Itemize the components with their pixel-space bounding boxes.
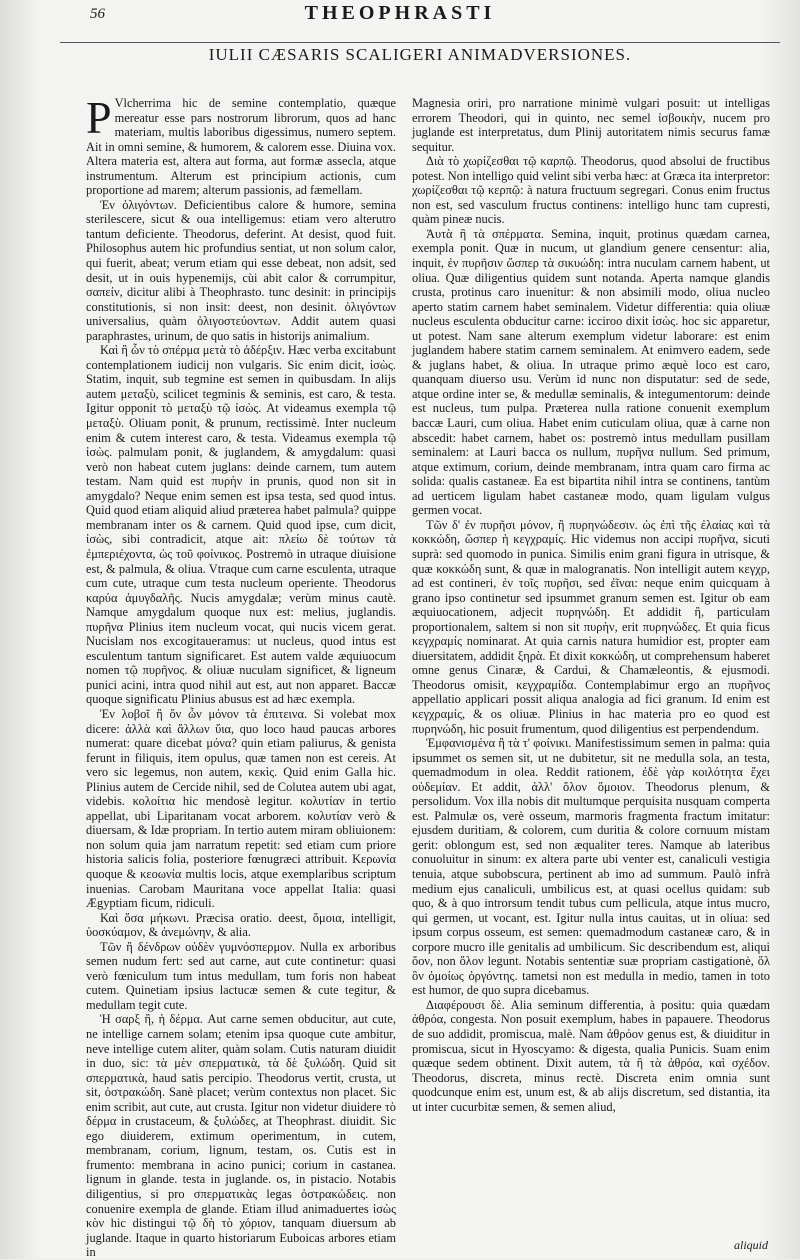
- section-subtitle: IULII CÆSARIS SCALIGERI ANIMADVERSIONES.: [60, 42, 780, 65]
- running-title: THEOPHRASTI: [304, 2, 496, 24]
- paragraph: Τῶν δ' ἐν πυρῆσι μόνον, ἢ πυρηνώδεσιν. ὡς ἐπὶ τῆς ἐλαίας καὶ τὰ κοκκώδη, ὥσπερ ἡ κεγχραμίς. Hic videmus non accipi πυρῆνα, sicuti suprà: sed quomodo in punica. Similis enim grani figura in utrisque, & quæ κοκκώδη sunt, & quæ in malogranatis. Non intelligit autem κεγχρ, ad est contineri, ἐν τοῖς πυρῆσι, sed ἐῖναι: neque enim quicquam à grano ipso continetur sed ipsummet granum semen est. Igitur ob eam æquiuocationem, adjecit πυρηνώδη. Et addidit ἢ, particulam proportionalem, saltem si non sit πυρὴν, erit πυρηνώδες. Et quia ficus κεγχραμίς nominarat. At quia carnis natura humidior est, propter eam diuersitatem, addidit ξηρὰ. Et dixit κοκκώδη, ut comprehensum haberet omne genus Cinaræ, & Cardui, & Chamæleontis, & ejusmodi. Theodorus omisit, κεγχραμίδα. Contemplabimur ergo an πυρῆνος appellatio applicari possit aliqua analogia ad fici granum. Id enim est κεγχραμίς, & os oliuæ. Plinius in hac materia pro eo quod est πυρηνώδη, hic posuit frumentum, quod diligentius est perpendendum.: [412, 517, 770, 736]
- paragraph: [86, 92, 396, 198]
- paragraph: Ἡ σαρξ ἢ, ἡ δέρμα. Aut carne semen obducitur, aut cute, ne intellige carnem solam; etenim ipsa quoque cute ambitur, neve intellige cutem aliter, quàm solam. Cutis naturam diuidit in duo, sic: τὰ μὲν σπερματικὰ, τὰ δὲ ξυλώδη. Quid sit σπερματικὰ, haud satis percipio. Theodorus vertit, crusta, ut sit, ὀστρακώδη. Sanè placet; verùm contextus non placet. Sic enim scribit, aut cute, aut crusta. Igitur non videtur diuidere τὸ δέρμα in crustaceum, & ξυλώδες, at Theophrast. diuidit. Sic ego diuiderem, extimum operimentum, in cutem, membranam, corium, lignum, testam, os. Cutis est in frumento: membrana in acino punici; corium in castanea. lignum in glande. testa in juglande. os, in pistacio. Notabis diligentius, si pro σπερματικὰς legas ὀστρακώδεις. non conuenire exempla de glande. Etiam illud animaduertes ἰσὼς κὸν hic distingui τῷ δὴ τὸ χόριον, tanquam diuersum ab juglande. Itaque in quarto historiarum Euboicas arbores etiam in: [86, 1012, 396, 1260]
- paragraph: Διὰ τὸ χωρίζεσθαι τῷ καρπῷ. Theodorus, quod absolui de fructibus potest. Non intelligo quid velint sibi verba hæc: at Græca ita interpretor: χωρίζεσθαι τῷ κερπῷ: à natura fructuum segregari. Conus enim fructus non est, sed vasculum fructus continens: intelligo hunc tam cupresti, quàm pineæ nucis.: [412, 154, 770, 227]
- paragraph: Ἐμφανισμένα ἢ τὰ τ' φοίνικι. Manifestissimum semen in palma: quia ipsummet os semen sit, ut ne dubitetur, sit ne medulla sola, an testa, quemadmodum in olea. Reddit rationem, ἐδὲ γὰρ κοιλότητα ἔχει οὐδεμίαν. Et addit, ἀλλ' ὅλον ὅμοιον. Theodorus plenum, & persolidum. Vox illa nobis dit multumque perquisita nusquam comperta est. Palmulæ os, verè osseum, marmoris fragmenta fractum imitatur: ejusdem duritiam, & colorem, cum duritia & colore cornuum mistam gerit: oblongum est, sed non æqualiter teres. Namque ab lateribus conuoluitur in sinum: ex altera parte ubi venter est, canaliculi vestigia tenuia, atque subobscura, pertinent ab imo ad summum. Paulò infrà medium ejus canaliculi, umbilicus est, at quasi ocellus quidam: sub quo, & à quo introrsum tendit tubus cum pellicula, atque intus mucro, qui germen, ut vocant, est. Igitur nulla intus cauitas, ut in oliua: sed ipsum corpus osseum, est semen: quemadmodum castaneæ caro, & in corpore mucro ille genitalis ad umbilicum. Sic describendum est, aliqui ὅον, non ὅλον legunt. Notabis sententiæ suæ propriam castigationè, ὅλ ὃν ὀμοίως ὀργόντης. tametsi non est medulla in medio, tamen in toto est humor, de quo supra dicebamus.: [412, 736, 770, 998]
- paragraph: Τῶν ἢ δένδρων οὐδὲν γυμνόσπερμον. Nulla ex arboribus semen nudum fert: sed aut carne, aut cute continetur: quasi verò fœniculum tum intus medullam, tum foris non habeat cutem. Quinetiam ipsius lactucæ semen & cute tegitur, & medullam tegit cute.: [86, 939, 396, 1012]
- drop-cap: P: [86, 92, 112, 143]
- paragraph: Ἐν ὀλιγόντων. Deficientibus calore & humore, semina sterilescere, sicut & oua intelligemus: etiam vero alterutro tantum deficiente. Theodorus, deferint. At desist, quod fuit. Philosophus autem hic profundius sentiat, ut non solum calor, qui fuerit, abeat; verum etiam qui esse debeat, non adsit, sed desit, ut in ouis hypenemijs, cùi abit calor & corrumpitur, σαπείν, dicitur alibi à Theophrasto. tunc desinit: in principijs constitutionis, si non insit: deest, non desinit. ὀλιγόντων universalius, quàm ὀλιγοστεύοντων. Addit autem quasi paraphrastes, urinum, de quo satis in historijs animalium.: [86, 197, 396, 343]
- paragraph: Ἐν λοβοῖ ἢ ὄν ὦν μόνον τὰ ἐπιτεινα. Si volebat mox dicere: ἀλλὰ καὶ ἄλλων ὕια, quo loco haud paucas arbores numerat: quare dicebat μόνα? quin etiam paliurus, & genista ferunt in filiquis, item opulus, quæ tamen non est cereis. At vero sic legemus, non autem, κεκὶς. Quid enim Galla hic. Plinius autem de Cercide nihil, sed de Colutea autem ubi agat, videbis. κολοίτια hic mendosè legitur. κολυτίαν in tertio appellat, ubi Liparitanam vocat arborem. κολυτίαν verò & diuersam, & Idæ propriam. In tertio autem miram obliuionem: non solum quia jam narratum repetit: sed etiam cum priore historia salicis folia, posteriore fœnugræci attribuit. Κερωνία quoque & κεοωνία multis locis, atque exemplaribus scriptum inuenias. Carobam Mauritana voce appellat Italia: quasi Ægyptiam ficum, ridiculi.: [86, 706, 396, 911]
- page-number: 56: [90, 6, 105, 22]
- paragraph: Καὶ ὅσα μήκωνι. Præcisa oratio. deest, ὅμοια, intelligit, ὑοσκύαμον, & ἀνεμώνην, & alia.: [86, 910, 396, 940]
- paragraph: Διαφέρουσι δὲ. Alia seminum differentia, à positu: quia quædam ἀθρόα, congesta. Non posuit exemplum, habes in papauere. Theodorus de suo addidit, promiscua, malè. Nam ἀθρόον genus est, & diuiditur in promiscua, sicut in Hyoscyamo: & digesta, qualia Punicis. Suam enim quæque sedem obtinent. Dixit autem, τὰ ἢ τὰ ἀθρόα, καὶ σχέδον. Theodorus, discreta, minus rectè. Discreta enim omnia sunt quodcunque enim est, unum est, & ab alijs discretum, sed distantia, ita ut inter cucurbitæ semen, & semen aliud,: [412, 997, 770, 1114]
- paragraph: Ἀυτὰ ἢ τὰ σπέρματα. Semina, inquit, protinus quædam carnea, exempla ponit. Quæ in nucum, ut glandium genere censentur: alia, inquit, ἐν πυρῆσιν ὥσπερ τὰ σικυώδη: intra nuculam carnem habent, ut oliua. Quæ diligentius quidem sunt notanda. Aperta namque glandis crusta, protinus caro inuenitur: & non absimili modo, oliua nucleo aperto statim carnem habet seminalem. Videtur differentia: quia oliuæ nucleus esculenta obducitur carne: icciroo dixit ἰσὼς. hoc sic apparetur, ut potest. Nam sane alterum exemplum videtur laborare: est enim juglandem habere statim carnem seminalem. At enimvero eadem, sede & juglans habet, & oliua. In utraque primo æquè loco est caro, quanquam diuerso usu. Verùm id nunc non disputatur: sed de sede, atque ordine inter se, & medullæ seminalis, & integumentorum: deinde est nucleus, tum pulpa. Præterea nulla ratione conuenit exemplum baccæ Lauri, cum oliua. Habet enim cuticulam oliua, quæ à carne non abscedit: habet carnem, habet os: postremò intus medullam pusillam seminalem: at Lauri bacca os nullum, πυρῆνα nullum. Sed primum, atque extimum, corium, deinde membranam, intra quam caro firma ac solida: qualis castaneæ. Ea est bipartita nihil intra se continens, tantùm ad uerticem ligulam habet castaneæ modo, quam ligulam vulgus germen vocat.: [412, 226, 770, 518]
- catchword: aliquid: [733, 1238, 768, 1252]
- paragraph: Magnesia oriri, pro narratione minimè vulgari posuit: ut intelligas errorem Theodori, qui in quinto, nec semel ἰσβοικὴν, nucem pro juglande est interpretatus, dum Plinij autoritatem nimis securus famæ sequitur.: [412, 96, 770, 154]
- paragraph: Καὶ ἢ ὧν τὸ σπέρμα μετὰ τὸ ἀδέρξιν. Hæc verba excitabunt contemplationem iudicij non vulgaris. Sic enim dicit, ἰσὼς. Statim, inquit, sub tegmine est semen in quibusdam. In alijs autem μεταξὺ, scilicet tegminis & seminis, est caro, & testa. Igitur opponit τὸ μεταξὺ τῷ ἰσὼς. At videamus exempla τῷ μεταξὺ. Oliuam ponit, & prunum, rectissimè. Inter nucleum enim & cutem interest caro, & testa. Videamus exempla τῷ ἰσὼς. palmulam ponit, & juglandem, & amygdalum: quasi verò non habeat cutem juglans: deinde carnem, tum autem testam. Nam quid est πυρὴν in prunis, quod non sit in amygdalo? Neque enim semen est ipsa testa, sed quod intus. Quid quod etiam aliquid aliud præterea habet palmula? quippe membranam inter os & carnem. Quid quod ipse, cum dicit, ἰσὼς, sibi contradicit, atque ait: πλείω δὲ τούτων τὰ ἐμπεριέχοντα, ὡς τοῦ φοίνικος. Postremò in utraque diuisione est, & palmula, & oliua. Vtraque cum carne esculenta, utraque cum cute, utraque cum testa nucleum operiente. Theodorus καρύα ἀμυγδαλῆς. Nucis amygdalæ; verùm minus cautè. Namque amygdalum quoque nux est: melius, juglandis. πυρῆνα Plinius item nucleum vocat, qui nucis vicem gerat. Nucislam nos excogitaueramus: ut nucleus, quod intus est esculentum tantum significaret. Est autem valde æquiuocum nomen τῷ πυρῆνος. & oliuæ nuculam significet, & ligneum punici acini, intra quod nihil aut est, aut non apparet. Baccæ quoque significatu Plinius abusus est ad hæc exempla.: [86, 343, 396, 707]
- right-column: [412, 96, 770, 1236]
- left-column: [86, 92, 396, 1260]
- paragraph-text: Vlcherrima hic de semine contemplatio, quæque mereatur esse pars nostrorum librorum, quos ad hanc materiam, multis laboribus digessimus, numero septem. Ait in omni semine, & humorem, & calorem esse. Diuina vox. Altera materia est, altera aut forma, aut formæ assecla, atque instrumentum. Alterum est principium actionis, cum proportione ad marem; alterum passionis, ad fæmellam.: [86, 96, 396, 198]
